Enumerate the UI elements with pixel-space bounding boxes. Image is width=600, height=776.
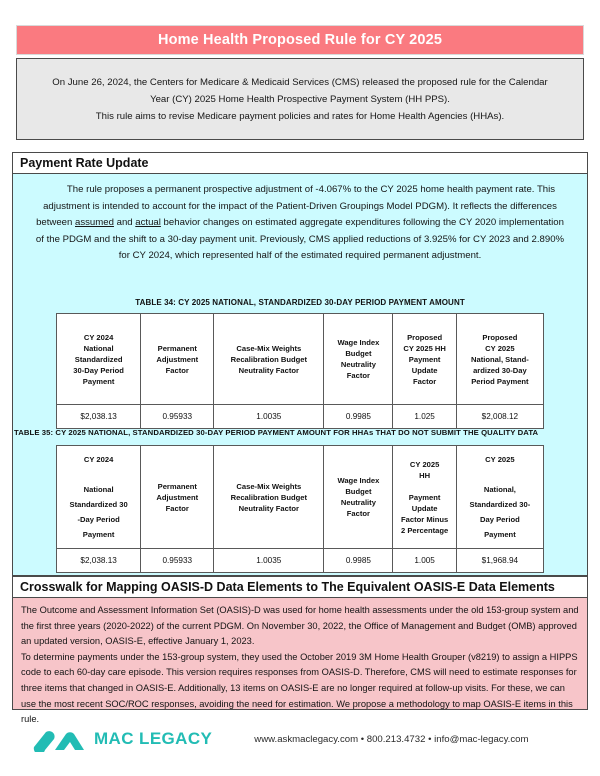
table35-col-header: CY 2024 National Standardized 30 -Day Period Payment — [57, 446, 141, 549]
crosswalk-paragraph-2: To determine payments under the 153-group system, they used the October 2019 3M Home Health Grouper (v8219) to assign a HIPPS code to each 60-day care episode. This version requires responses from OASIS-D. Therefore, CMS will need to estimate responses for three items that changed in OASIS-E. Additionally, 13 items on OASIS-E are no longer required at follow-up visits. For these, we can use the most recent SOC/ROC responses, avoiding the need for estimation. We propose a methodology to map OASIS-E items in this rule. — [21, 651, 578, 725]
table34-cell: 1.0035 — [214, 405, 324, 429]
table35-cell: $1,968.94 — [456, 549, 543, 573]
table35-col-header: CY 2025 HH Payment Update Factor Minus 2 Percentage — [393, 446, 456, 549]
table35-cell: 0.95933 — [141, 549, 214, 573]
table35-col-header: Permanent Adjustment Factor — [141, 446, 214, 549]
payment-para-part2: and — [113, 217, 136, 228]
table35-cell: 0.9985 — [324, 549, 393, 573]
table-row — [57, 405, 544, 429]
mac-legacy-logo-icon — [30, 726, 86, 752]
payment-rate-paragraph — [13, 174, 587, 265]
table35-header-row — [57, 446, 544, 549]
document-title-banner — [16, 25, 584, 55]
section-title: Payment Rate Update — [20, 156, 149, 170]
table34-cell: 0.95933 — [141, 405, 214, 429]
table35-container — [12, 428, 588, 573]
section-header-crosswalk — [12, 576, 588, 598]
table34-col-header: Proposed CY 2025 National, Stand- ardized 30-Day Period Payment — [456, 314, 543, 405]
table35-col-header: CY 2025 National, Standardized 30- Day Period Payment — [456, 446, 543, 549]
payment-para-underline-actual: actual — [135, 217, 161, 228]
table35-cell: $2,038.13 — [57, 549, 141, 573]
payment-para-part1: The rule proposes a permanent prospective adjustment of -4.067% to the CY 2025 home health payment rate. This adjustment is intended to account for the impact of the Patient-Driven Groupings Model PDGM). It reflects the differences between — [36, 184, 557, 228]
table34-col-header: Case-Mix Weights Recalibration Budget Neutrality Factor — [214, 314, 324, 405]
crosswalk-paragraph-1: The Outcome and Assessment Information Set (OASIS)-D was used for home health assessments under the old 153-group system and the first three years (2020-2022) of the current PDGM. On November 30, 2022, the Office of Management and Budget (OMB) approved an updated version, OASIS-E, effective January 1, 2023. — [21, 605, 579, 647]
table-row — [57, 549, 544, 573]
intro-line-2: Year (CY) 2025 Home Health Prospective Payment System (HH PPS). — [150, 93, 450, 105]
payment-para-part3: behavior changes on estimated aggregate expenditures following the CY 2020 implementation of the PDGM and the shift to a 30-day payment unit. Previously, CMS applied reductions of 3.925% for CY 2023 and 2.890% for CY 2024, which represented half of the estimated required permanent adjustment. — [35, 217, 565, 261]
table34-cell: 1.025 — [393, 405, 456, 429]
table34-cell: $2,008.12 — [456, 405, 543, 429]
table35-caption: TABLE 35: CY 2025 NATIONAL, STANDARDIZED 30-DAY PERIOD PAYMENT AMOUNT FOR HHAs THAT DO NOT SUBMIT THE QUALITY DATA — [14, 428, 539, 437]
intro-box — [16, 58, 584, 140]
brand-logo — [30, 726, 212, 752]
table34-cell: 0.9985 — [324, 405, 393, 429]
page-title: Home Health Proposed Rule for CY 2025 — [157, 32, 443, 48]
logo-wordmark: MAC LEGACY — [94, 729, 213, 748]
table35 — [56, 445, 544, 573]
table34-col-header: Wage Index Budget Neutrality Factor — [324, 314, 393, 405]
table35-col-header: Case-Mix Weights Recalibration Budget Neutrality Factor — [214, 446, 324, 549]
table34-col-header: Permanent Adjustment Factor — [141, 314, 214, 405]
table34 — [56, 313, 544, 429]
table34-col-header: Proposed CY 2025 HH Payment Update Factor — [393, 314, 456, 405]
section-title: Crosswalk for Mapping OASIS-D Data Elements to The Equivalent OASIS-E Data Elements — [20, 580, 555, 594]
table35-cell: 1.0035 — [214, 549, 324, 573]
footer — [12, 718, 588, 760]
intro-line-3: This rule aims to revise Medicare payment policies and rates for Home Health Agencies (HHAs). — [95, 110, 505, 122]
table34-container — [12, 298, 588, 429]
table35-col-header: Wage Index Budget Neutrality Factor — [324, 446, 393, 549]
table35-cell: 1.005 — [393, 549, 456, 573]
table34-col-header: CY 2024 National Standardized 30-Day Period Payment — [57, 314, 141, 405]
crosswalk-panel — [12, 598, 588, 725]
footer-contact-info: www.askmaclegacy.com • 800.213.4732 • info@mac-legacy.com — [254, 733, 529, 745]
intro-line-1: On June 26, 2024, the Centers for Medicare & Medicaid Services (CMS) released the proposed rule for the Calendar — [52, 76, 548, 88]
table34-header-row — [57, 314, 544, 405]
table34-cell: $2,038.13 — [57, 405, 141, 429]
section-header-payment-rate-update — [12, 152, 588, 174]
table34-caption: TABLE 34: CY 2025 NATIONAL, STANDARDIZED 30-DAY PERIOD PAYMENT AMOUNT — [135, 298, 465, 307]
payment-para-underline-assumed: assumed — [75, 217, 114, 228]
